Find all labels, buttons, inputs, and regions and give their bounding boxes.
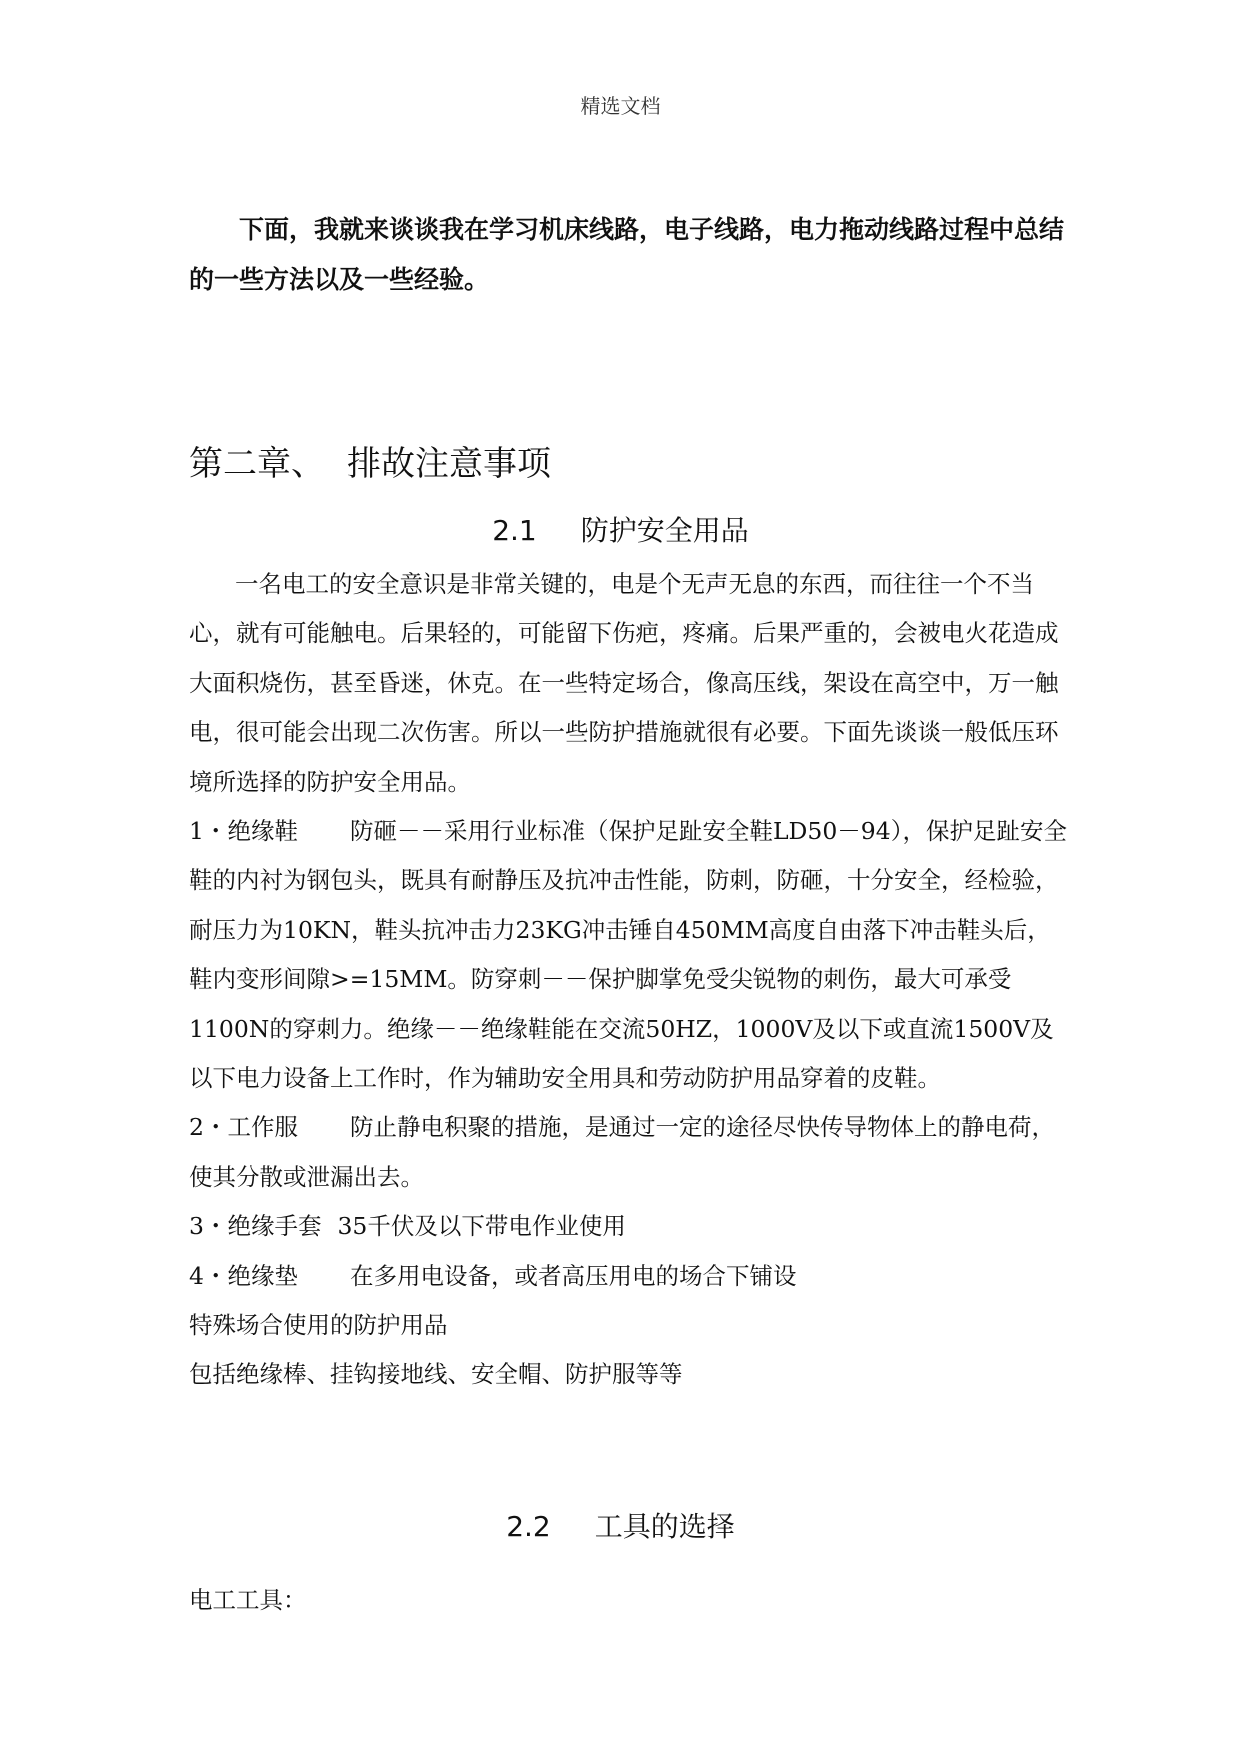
chapter-heading xyxy=(189,436,551,485)
section-2-1-number: 2.1 xyxy=(492,514,537,547)
list-item xyxy=(189,1103,1069,1202)
item-text: 防止静电积聚的措施，是通过一定的途径尽快传导物体上的静电荷，使其分散或泄漏出去。 xyxy=(189,1113,1055,1191)
section-2-1-heading xyxy=(0,509,1241,549)
list-item xyxy=(189,1202,1069,1251)
special-text: 包括绝缘棒、挂钩接地线、安全帽、防护服等等 xyxy=(189,1360,683,1389)
item-text: 35千伏及以下带电作业使用 xyxy=(337,1212,626,1241)
item-label: 4・绝缘垫 xyxy=(189,1261,298,1290)
item-label: 1・绝缘鞋 xyxy=(189,817,298,845)
item-label: 3・绝缘手套 xyxy=(189,1212,322,1241)
chapter-title: 排故注意事项 xyxy=(347,444,551,484)
page-header: 精选文档 xyxy=(580,94,661,118)
item-label: 2・工作服 xyxy=(189,1113,298,1142)
section-2-2-title: 工具的选择 xyxy=(594,1510,735,1543)
safety-paragraph: 一名电工的安全意识是非常关键的，电是个无声无息的东西，而往往一个不当心，就有可能触电。后果轻的，可能留下伤疤，疼痛。后果严重的，会被电火花造成大面积烧伤，甚至昏迷，休克。在一些特定场合，像高压线，架设在高空中，万一触电，很可能会出现二次伤害。所以一些防护措施就很有必要。下面先谈谈一般低压环境所选择的防护安全用品。 xyxy=(189,570,1059,796)
section-2-2-number: 2.2 xyxy=(506,1510,551,1543)
item-text: 防砸－－采用行业标准（保护足趾安全鞋LD50－94），保护足趾安全鞋的内衬为钢包头，既具有耐静压及抗冲击性能，防刺，防砸，十分安全，经检验，耐压力为10KN，鞋头抗冲击力23KG冲击锤自450MM高度自由落下冲击鞋头后，鞋内变形间隙>=15MM。防穿刺－－保护脚掌免受尖锐物的刺伤，最大可承受1100N的穿刺力。绝缘－－绝缘鞋能在交流50HZ，1000V及以下或直流1500V及以下电力设备上工作时，作为辅助安全用具和劳动防护用品穿着的皮鞋。 xyxy=(189,817,1067,1093)
list-item xyxy=(189,1252,1069,1301)
item-text: 在多用电设备，或者高压用电的场合下铺设 xyxy=(349,1261,797,1290)
list-item xyxy=(189,807,1069,1103)
chapter-number: 第二章、 xyxy=(189,444,325,484)
intro-paragraph: 下面，我就来谈谈我在学习机床线路，电子线路，电力拖动线路过程中总结的一些方法以及一些经验。 xyxy=(189,215,1065,294)
section-2-1-title: 防护安全用品 xyxy=(580,514,749,547)
section-2-2-heading xyxy=(0,1505,1241,1545)
equipment-list xyxy=(189,807,1069,1400)
special-title: 特殊场合使用的防护用品 xyxy=(189,1311,448,1340)
tools-label: 电工工具： xyxy=(189,1586,307,1614)
